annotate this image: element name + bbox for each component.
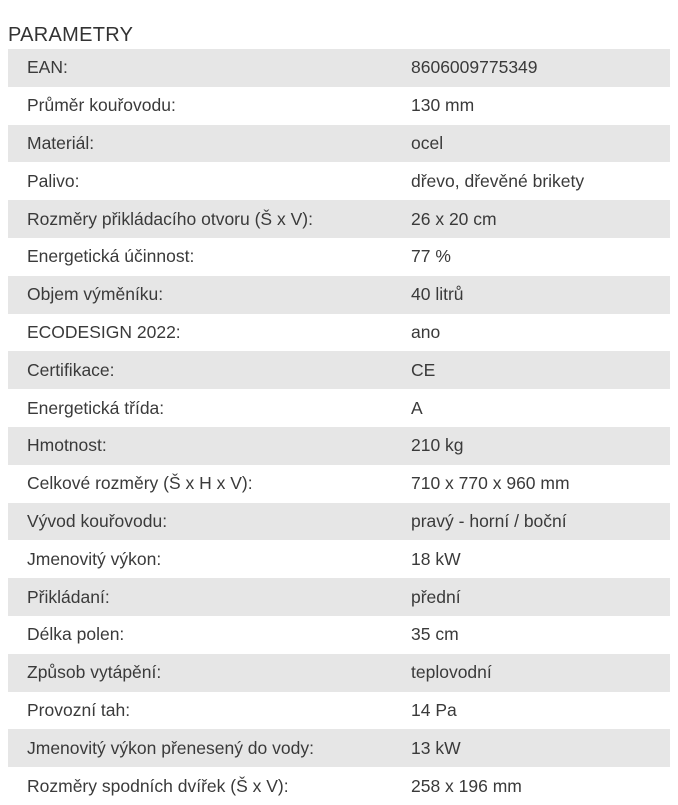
parameter-row [8, 314, 670, 352]
parameter-row [8, 389, 670, 427]
parameter-value: 13 kW [411, 737, 461, 758]
parameter-value: CE [411, 359, 436, 380]
parameter-row [8, 654, 670, 692]
parameter-label: Palivo: [27, 170, 80, 191]
parameter-value: 35 cm [411, 624, 459, 645]
parameter-label: Jmenovitý výkon: [27, 548, 162, 569]
parameter-value: 26 x 20 cm [411, 208, 497, 229]
parameter-label: Rozměry spodních dvířek (Š x V): [27, 775, 289, 796]
parameter-row [8, 238, 670, 276]
parameter-value: přední [411, 586, 461, 607]
parameter-row [8, 49, 670, 87]
parameter-value: 18 kW [411, 548, 461, 569]
parameter-row [8, 616, 670, 654]
parameter-row [8, 351, 670, 389]
parameter-value: 8606009775349 [411, 57, 538, 78]
parameter-value: ano [411, 321, 441, 342]
parameter-label: ECODESIGN 2022: [27, 321, 181, 342]
parameter-row [8, 87, 670, 125]
parameter-row [8, 276, 670, 314]
parameter-row [8, 767, 670, 805]
parameter-label: Energetická účinnost: [27, 246, 195, 267]
parameter-row [8, 200, 670, 238]
parameter-label: Objem výměníku: [27, 284, 164, 305]
parameter-value: 258 x 196 mm [411, 775, 522, 796]
parameter-row [8, 578, 670, 616]
parameter-label: Délka polen: [27, 624, 125, 645]
parameter-value: 77 % [411, 246, 451, 267]
parameter-row [8, 729, 670, 767]
parameter-value: pravý - horní / boční [411, 510, 567, 531]
parameter-value: dřevo, dřevěné brikety [411, 170, 585, 191]
parameter-row [8, 125, 670, 163]
parameter-label: EAN: [27, 57, 68, 78]
parameter-label: Vývod kouřovodu: [27, 510, 168, 531]
parameter-value: 130 mm [411, 95, 475, 116]
parameter-row [8, 540, 670, 578]
parameter-label: Certifikace: [27, 359, 115, 380]
parameter-label: Materiál: [27, 132, 95, 153]
parameter-label: Přikládaní: [27, 586, 110, 607]
parameter-label: Průměr kouřovodu: [27, 95, 176, 116]
parameter-label: Rozměry přikládacího otvoru (Š x V): [27, 208, 313, 229]
parameter-label: Způsob vytápění: [27, 662, 162, 683]
parameter-value: 710 x 770 x 960 mm [411, 473, 570, 494]
parameter-value: teplovodní [411, 662, 492, 683]
section-title: PARAMETRY [8, 23, 134, 46]
parameter-value: 210 kg [411, 435, 464, 456]
parameter-row [8, 427, 670, 465]
parameter-row [8, 465, 670, 503]
parameter-label: Energetická třída: [27, 397, 165, 418]
parameter-value: A [411, 397, 423, 418]
parameter-row [8, 692, 670, 730]
parameter-value: 14 Pa [411, 699, 457, 720]
parameters-table [8, 49, 670, 805]
parameter-value: 40 litrů [411, 284, 464, 305]
parameter-label: Hmotnost: [27, 435, 107, 456]
parameter-value: ocel [411, 132, 444, 153]
parameter-label: Celkové rozměry (Š x H x V): [27, 473, 253, 494]
parameter-label: Provozní tah: [27, 699, 131, 720]
parameter-label: Jmenovitý výkon přenesený do vody: [27, 737, 314, 758]
parameter-row [8, 162, 670, 200]
parameter-row [8, 503, 670, 541]
